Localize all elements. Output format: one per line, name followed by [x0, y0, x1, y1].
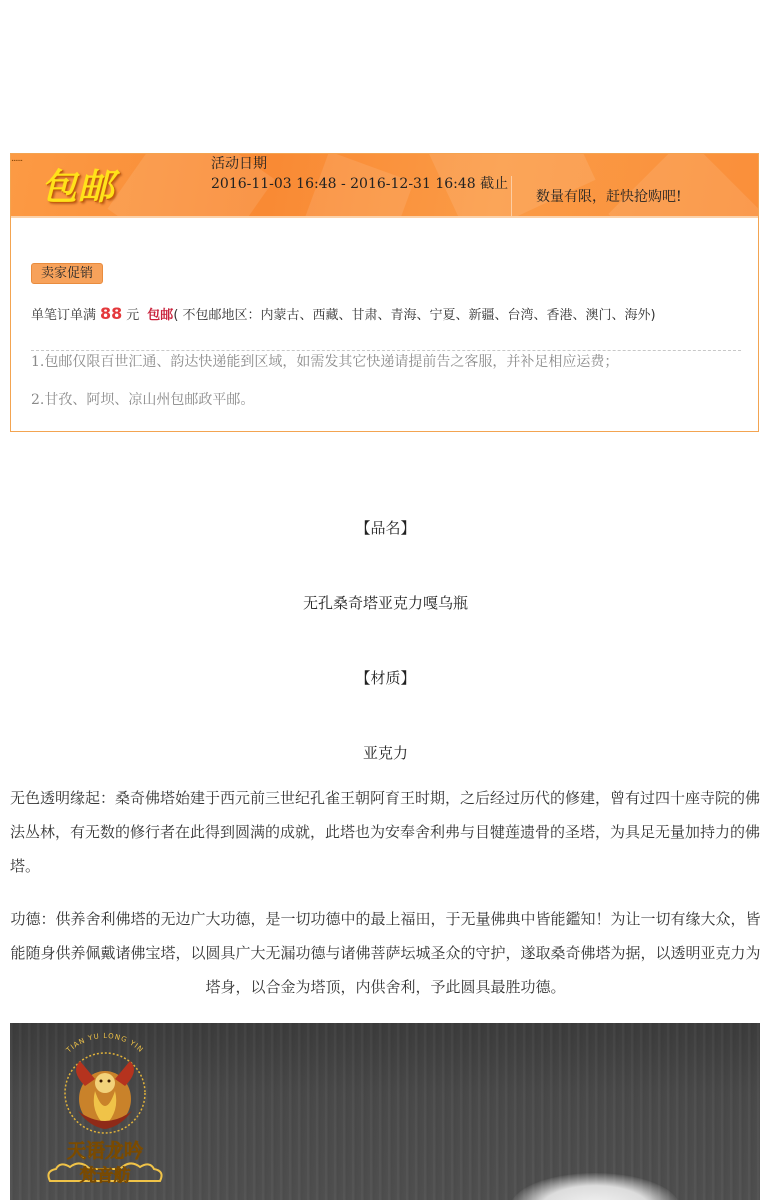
merit-paragraph: 功德：供养舍利佛塔的无边广大功德，是一切功德中的最上福田，于无量佛典中皆能鑑知！为让一切有缘大众，皆能随身供养佩戴诸佛宝塔，以圆具广大无漏功德与诸佛菩萨坛城圣众的守护，遂取桑奇佛塔为据，以透明亚克力为塔身，以合金为塔顶，内供舍利，予此圆具最胜功德。 — [10, 910, 761, 996]
free-shipping-badge: 包邮 — [41, 166, 116, 208]
product-name-heading: 【品名】 — [355, 519, 416, 537]
material-value: 亚克力 — [362, 744, 408, 762]
dragon-emblem-icon — [40, 1031, 170, 1191]
rule-excluded-regions: ( 不包邮地区：内蒙古、西藏、甘肃、青海、宁夏、新疆、台湾、香港、澳门、海外) — [173, 308, 656, 323]
activity-date-label: 活动日期 — [211, 156, 267, 172]
brand-name-line-2: 梵音舫 — [79, 1166, 131, 1186]
rule-prefix: 单笔订单满 — [31, 308, 97, 323]
rule-amount: 88 — [100, 304, 123, 323]
seller-promotion-tag: 卖家促销 — [31, 263, 103, 284]
svg-text:TIAN YU LONG YIN — [64, 1032, 145, 1055]
corner-mark: ...... — [11, 154, 23, 164]
promo-header — [11, 154, 758, 216]
material-heading: 【材质】 — [355, 669, 416, 687]
product-highlight — [510, 1173, 680, 1200]
header-underline — [11, 216, 758, 218]
rule-free-shipping: 包邮 — [147, 308, 174, 323]
origin-paragraph: 无色透明缘起：桑奇佛塔始建于西元前三世纪孔雀王朝阿育王时期，之后经过历代的修建，曾有过四十座寺院的佛法丛林，有无数的修行者在此得到圆满的成就，此塔也为安奉舍利弗与目犍莲遗骨的圣塔，为具足无量加持力的佛塔。 — [10, 789, 761, 875]
promo-box — [10, 153, 759, 432]
dashed-divider — [31, 350, 741, 351]
header-divider — [511, 176, 512, 216]
brand-arc-text: TIAN YU LONG YIN — [64, 1031, 146, 1055]
rule-unit: 元 — [126, 308, 140, 323]
brand-name-line-1: 天语龙吟 — [66, 1140, 144, 1162]
activity-date-range: 2016-11-03 16:48 - 2016-12-31 16:48 截止 — [211, 176, 509, 192]
product-name-value: 无孔桑奇塔亚克力嘎乌瓶 — [302, 594, 468, 612]
shipping-note-1: 1.包邮仅限百世汇通、韵达快递能到区域，如需发其它快递请提前告之客服，并补足相应运费； — [31, 354, 619, 370]
shipping-note-2: 2.甘孜、阿坝、凉山州包邮政平邮。 — [31, 392, 255, 408]
limited-quantity-note: 数量有限，赶快抢购吧! — [536, 189, 682, 205]
product-photo — [10, 1023, 760, 1200]
promotion-rule — [31, 304, 656, 326]
